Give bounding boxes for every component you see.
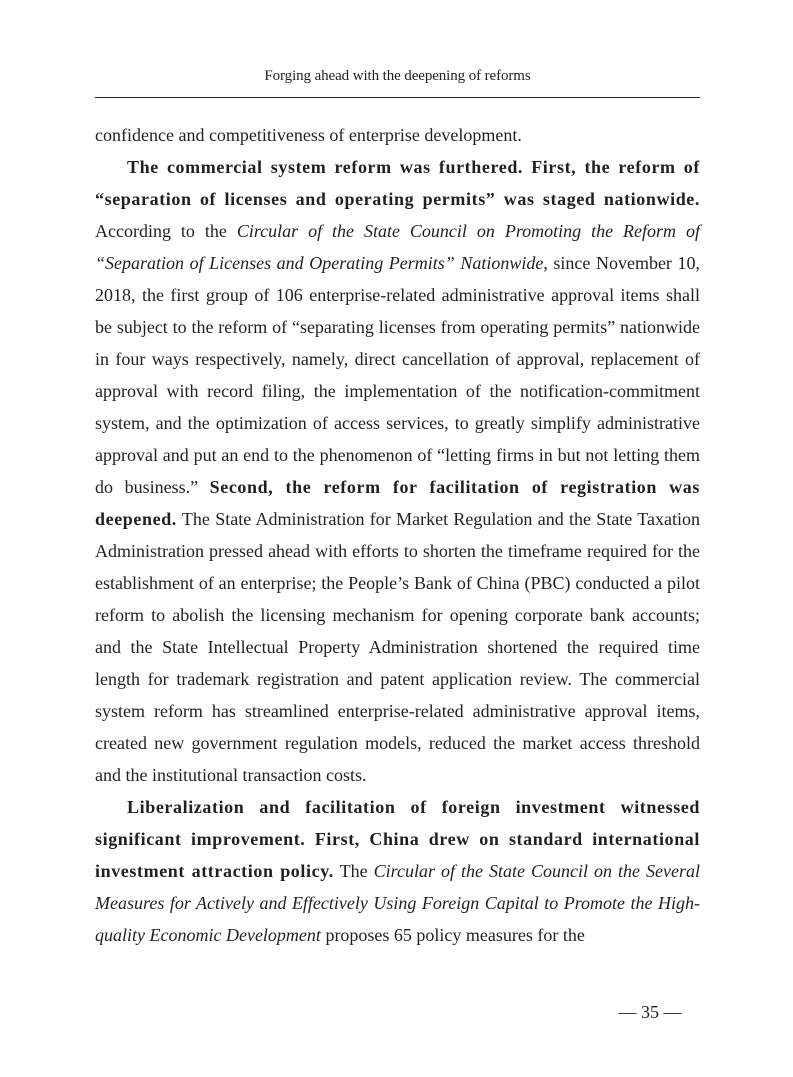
paragraph-text: According to the bbox=[95, 221, 237, 241]
paragraph-bold-subheading: Second, the reform for facilitation of registration was deepened. bbox=[95, 477, 700, 529]
paragraph-text: The bbox=[333, 861, 374, 881]
running-header: Forging ahead with the deepening of reforms bbox=[264, 68, 531, 84]
paragraph-text: confidence and competitiveness of enterprise development. bbox=[95, 125, 522, 145]
paragraph-bold-heading: The commercial system reform was furthered. First, the reform of “separation of licenses and operating permits” was staged nationwide. bbox=[95, 157, 700, 209]
paragraph-bold-heading: Liberalization and facilitation of foreign investment witnessed significant improvement. First, China drew on standard international investment attraction policy. bbox=[95, 797, 700, 881]
paragraph-text: , since November 10, 2018, the first group of 106 enterprise-related administrative approval items shall be subject to the reform of “separating licenses from operating permits” nationwide in four ways respectively, namely, direct cancellation of approval, replacement of approval with record filing, the implementation of the notification-commitment system, and the optimization of access services, to greatly simplify administrative approval and put an end to the phenomenon of “letting firms in but not letting them do business.” bbox=[95, 253, 700, 497]
paragraph-text: The State Administration for Market Regulation and the State Taxation Administration pressed ahead with efforts to shorten the timeframe required for the establishment of an enterprise; the People’s Bank of China (PBC) conducted a pilot reform to abolish the licensing mechanism for opening corporate bank accounts; and the State Intellectual Property Administration shortened the required time length for trademark registration and patent application review. The commercial system reform has streamlined enterprise-related administrative approval items, created new government regulation models, reduced the market access threshold and the institutional transaction costs. bbox=[95, 509, 700, 785]
paragraph-text: proposes 65 policy measures for the bbox=[320, 925, 585, 945]
page-number: — 35 — bbox=[618, 1002, 682, 1022]
paragraph-commercial-system-reform bbox=[95, 151, 700, 791]
body-text bbox=[95, 119, 700, 951]
header-rule bbox=[95, 97, 700, 98]
document-title-italic: Circular of the State Council on Promoting the Reform of “Separation of Licenses and Operating Permits” Nationwide bbox=[95, 221, 700, 273]
paragraph-foreign-investment bbox=[95, 791, 700, 951]
paragraph-continuation bbox=[95, 119, 700, 151]
document-title-italic: Circular of the State Council on the Several Measures for Actively and Effectively Using Foreign Capital to Promote the High-quality Economic Development bbox=[95, 861, 700, 945]
